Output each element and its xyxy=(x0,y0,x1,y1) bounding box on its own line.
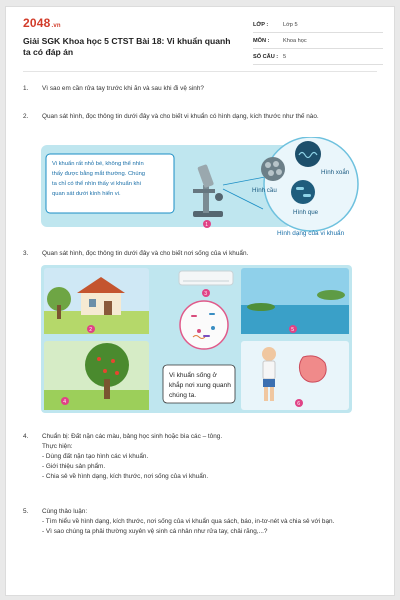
label-spiral: Hình xoắn xyxy=(321,169,350,176)
meta-row-count xyxy=(253,49,383,65)
question-text: Chuẩn bị: Đất nặn các màu, bảng học sinh hoặc bìa các – tông. xyxy=(42,433,223,440)
meta-key: LỚP : xyxy=(253,21,269,28)
question-number: 5. xyxy=(23,508,29,515)
svg-text:2: 2 xyxy=(89,327,93,333)
meta-value: Lớp 5 xyxy=(283,21,298,28)
bacteria-shapes-illustration xyxy=(41,137,377,237)
question-text: Quan sát hình, đọc thông tin dưới đây và cho biết vi khuẩn có hình dạng, kích thước như thế nào. xyxy=(42,113,319,120)
info-line: Vi khuẩn rất nhỏ bé, không thể nhìn xyxy=(52,161,144,167)
question-number: 4. xyxy=(23,433,29,440)
label-rod: Hình que xyxy=(293,209,319,216)
svg-text:3: 3 xyxy=(204,291,208,297)
meta-row-class xyxy=(253,17,383,33)
meta-key: MÔN : xyxy=(253,37,270,44)
svg-text:6: 6 xyxy=(297,401,301,407)
meta-value: Khoa học xyxy=(283,37,307,44)
question-number: 1. xyxy=(23,85,29,92)
meta-value: 5 xyxy=(283,53,287,60)
label-sphere: Hình cầu xyxy=(252,187,277,194)
question-text: - Giới thiệu sản phẩm. xyxy=(42,463,106,470)
speech-bubble xyxy=(163,365,235,403)
bubble-line: chúng ta. xyxy=(169,392,197,399)
child-body-scene xyxy=(241,341,349,410)
logo-text: 2048 xyxy=(23,16,51,30)
sea-scene xyxy=(241,268,349,334)
petri-dish-bacteria xyxy=(180,301,228,349)
question-text: - Dùng đất nặn tạo hình các vi khuẩn. xyxy=(42,453,149,460)
svg-text:4: 4 xyxy=(63,399,67,405)
question-text: Thực hiện: xyxy=(42,443,73,450)
question-text: - Vì sao chúng ta phải thường xuyên vệ sinh cá nhân như rửa tay, chải răng,...? xyxy=(42,528,268,535)
tree-scene xyxy=(44,341,149,410)
info-line: quan sát dưới kính hiển vi. xyxy=(52,191,121,197)
logo-suffix: .vn xyxy=(51,23,61,29)
meta-key: SỐ CÂU : xyxy=(253,53,279,60)
question-2 xyxy=(23,112,382,122)
page-title: Giải SGK Khoa học 5 CTST Bài 18: Vi khuẩn quanh ta có đáp án xyxy=(23,36,231,57)
question-text: Quan sát hình, đọc thông tin dưới đây và cho biết nơi sống của vi khuẩn. xyxy=(42,250,249,257)
spiral-bacteria-sample xyxy=(295,141,321,167)
question-3 xyxy=(23,249,382,259)
figure-badge-number: 1 xyxy=(205,222,209,228)
question-text: - Chia sẻ về hình dạng, kích thước, nơi sống của vi khuẩn. xyxy=(42,473,209,480)
sphere-bacteria-sample xyxy=(261,157,285,181)
meta-table xyxy=(253,17,383,65)
rod-bacteria-sample xyxy=(291,180,315,204)
question-number: 2. xyxy=(23,113,29,120)
figure-caption: Hình dạng của vi khuẩn xyxy=(277,230,345,237)
question-1 xyxy=(23,84,382,94)
site-logo[interactable] xyxy=(23,16,61,30)
bacteria-habitats-illustration xyxy=(41,265,352,413)
question-4 xyxy=(23,432,382,482)
bacteria-shapes-figure xyxy=(41,137,377,237)
document-sheet xyxy=(5,6,395,596)
question-text: - Tìm hiểu về hình dạng, kích thước, nơi sống của vi khuẩn qua sách, báo, in-tơ-nét và chia sẻ với bạn. xyxy=(42,518,335,525)
question-number: 3. xyxy=(23,250,29,257)
info-line: thấy được bằng mắt thường. Chúng xyxy=(52,171,146,177)
bubble-line: Vi khuẩn sống ở xyxy=(169,372,217,379)
info-line: ta chỉ có thể nhìn thấy vi khuẩn khi xyxy=(52,181,141,187)
question-5 xyxy=(23,507,382,537)
house-scene xyxy=(44,268,149,334)
bubble-line: khắp nơi xung quanh xyxy=(169,382,231,389)
bacteria-habitats-figure xyxy=(41,265,352,413)
header-divider xyxy=(23,71,377,72)
question-text: Vì sao em cần rửa tay trước khi ăn và sau khi đi vệ sinh? xyxy=(42,85,204,92)
question-text: Cùng thảo luận: xyxy=(42,508,88,515)
svg-text:5: 5 xyxy=(291,327,295,333)
meta-row-subject xyxy=(253,33,383,49)
air-conditioner-scene xyxy=(179,271,233,285)
